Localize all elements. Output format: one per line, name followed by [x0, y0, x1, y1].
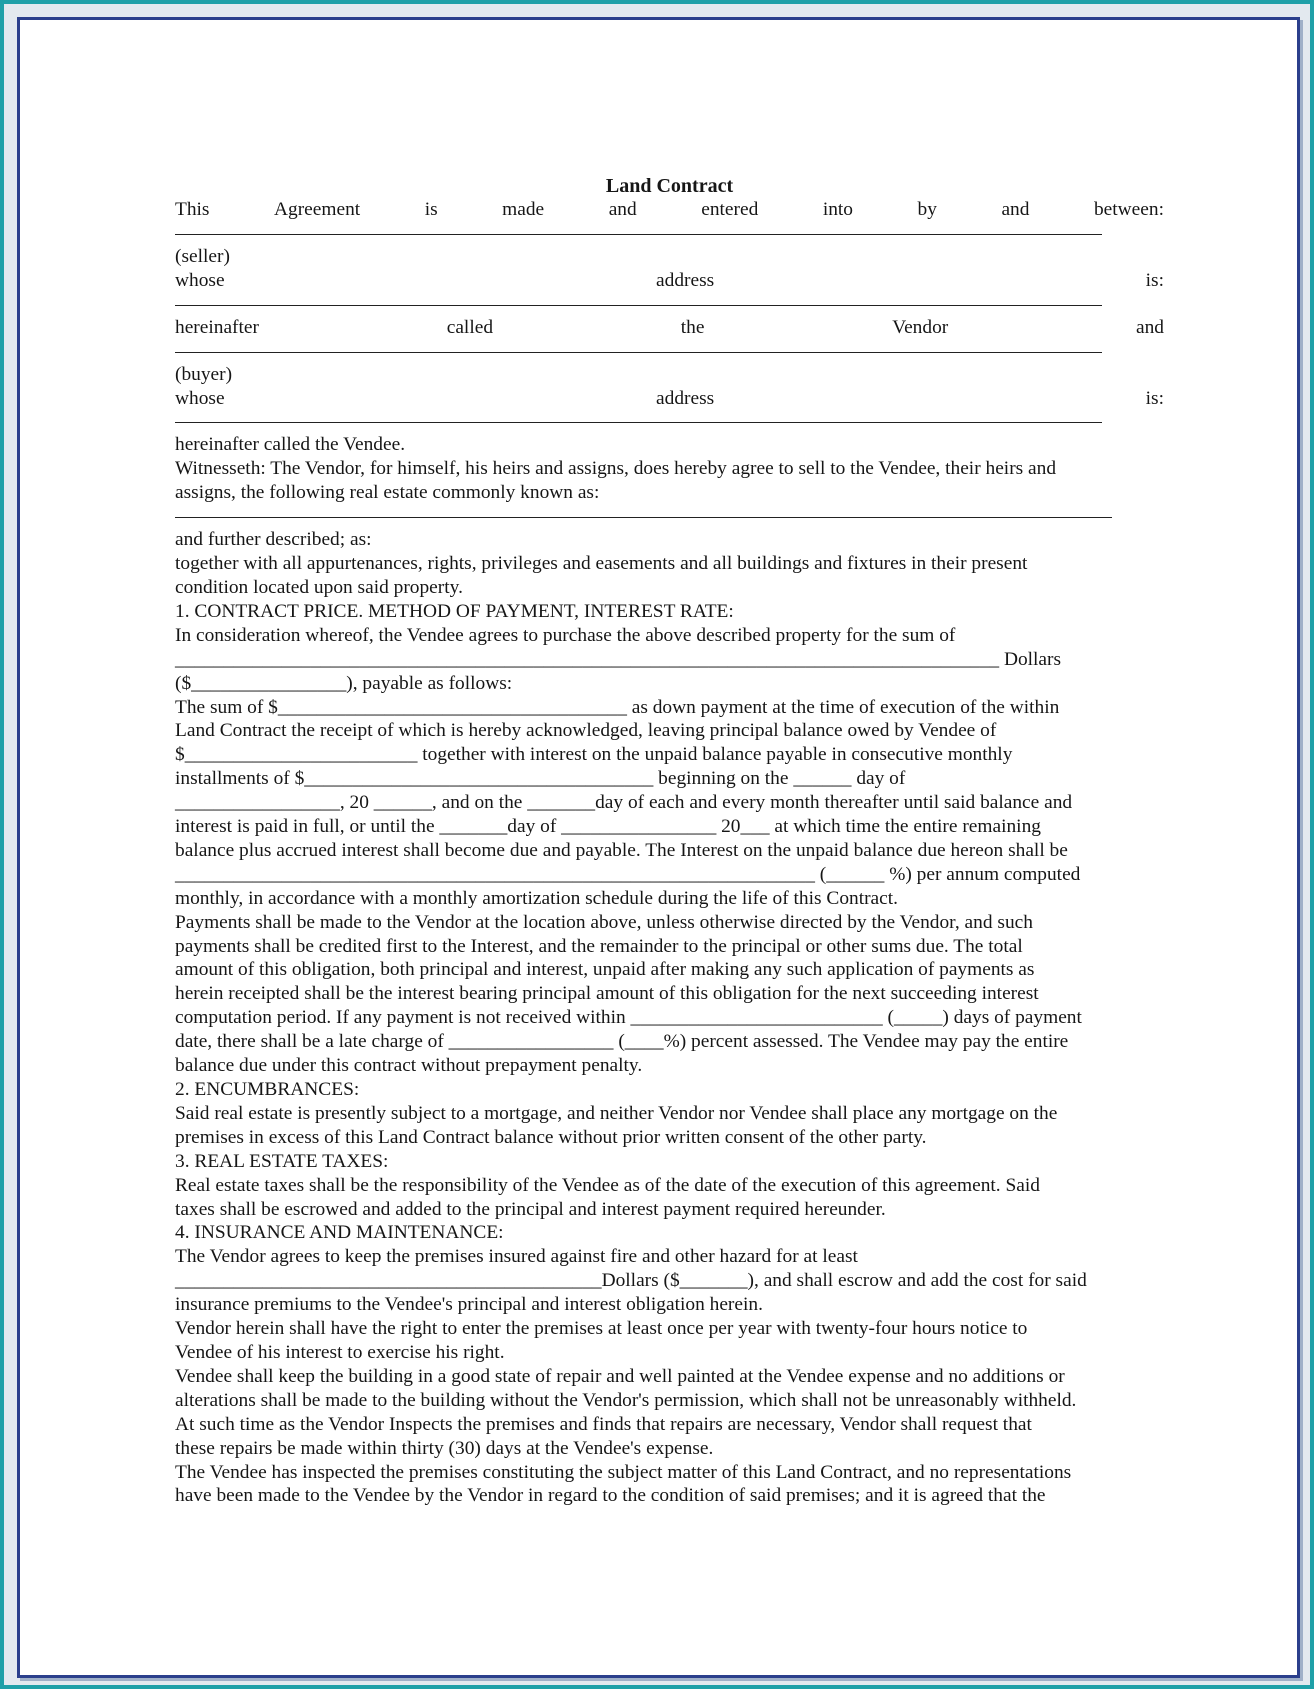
contract-text: [175, 457, 1164, 1508]
buyer-address-line: [175, 387, 1164, 411]
word: address: [656, 387, 715, 409]
word: entered: [701, 199, 759, 220]
text-line: $________________________ together with interest on the unpaid balance payable in consecutive monthly: [175, 744, 1013, 766]
text-line: _________________, 20 ______, and on the _______day of each and every month thereafter until said balance and: [175, 792, 1073, 814]
text-line: date, there shall be a late charge of _________________ (____%) percent assessed. The Vendee may pay the entire: [175, 1031, 1069, 1053]
vendor-line: [175, 316, 1164, 340]
text-line: these repairs be made within thirty (30) days at the Vendee's expense.: [175, 1437, 714, 1459]
word: between:: [1093, 199, 1164, 220]
text-line: In consideration whereof, the Vendee agrees to purchase the above described property for the sum of: [175, 624, 956, 646]
text-line: together with all appurtenances, rights, privileges and easements and all buildings and fixtures in their present: [175, 553, 1028, 575]
text-line: 1. CONTRACT PRICE. METHOD OF PAYMENT, INTEREST RATE:: [175, 600, 734, 622]
document-body: [175, 174, 1164, 1508]
text-line: Real estate taxes shall be the responsibility of the Vendee as of the date of the execution of this agreement. Said: [175, 1174, 1040, 1196]
vendee-line: hereinafter called the Vendee.: [175, 434, 406, 456]
seller-address-blank: [175, 293, 1102, 306]
text-line: Vendor herein shall have the right to enter the premises at least once per year with twenty-four hours notice to: [175, 1318, 1028, 1340]
text-line: premises in excess of this Land Contract balance without prior written consent of the other party.: [175, 1126, 927, 1148]
intro-line: [175, 198, 1164, 222]
buyer-name-blank: [175, 340, 1102, 353]
text-line: computation period. If any payment is not received within __________________________ (_____) days of payment: [175, 1007, 1082, 1029]
word: This: [175, 199, 210, 220]
text-line: herein receipted shall be the interest bearing principal amount of this obligation for the next succeeding interest: [175, 983, 1039, 1005]
buyer-label: (buyer): [175, 363, 233, 385]
text-line: Vendee of his interest to exercise his right.: [175, 1341, 505, 1363]
text-line: The Vendee has inspected the premises constituting the subject matter of this Land Contract, and no representations: [175, 1461, 1072, 1483]
text-line: Land Contract the receipt of which is hereby acknowledged, leaving principal balance owed by Vendee of: [175, 720, 997, 742]
word: address: [656, 269, 715, 291]
text-line: assigns, the following real estate commonly known as:: [175, 482, 600, 504]
text-line: balance due under this contract without prepayment penalty.: [175, 1055, 643, 1077]
text-line: have been made to the Vendee by the Vendor in regard to the condition of said premises; and it is agreed that the: [175, 1485, 1046, 1507]
text-line: payments shall be credited first to the Interest, and the remainder to the principal or other sums due. The total: [175, 935, 1023, 957]
word: by: [917, 199, 937, 220]
text-line: balance plus accrued interest shall become due and payable. The Interest on the unpaid balance due hereon shall be: [175, 839, 1068, 861]
document-page: [17, 17, 1300, 1678]
document-title: Land Contract: [605, 175, 734, 197]
word: hereinafter: [175, 316, 259, 338]
word: Vendor: [892, 316, 949, 338]
word: made: [502, 199, 545, 220]
text-line: The Vendor agrees to keep the premises insured against fire and other hazard for at least: [175, 1246, 858, 1268]
word: and: [1135, 316, 1164, 338]
word: into: [822, 199, 853, 220]
text-line: Said real estate is presently subject to a mortgage, and neither Vendor nor Vendee shall place any mortgage on the: [175, 1102, 1058, 1124]
property-address-blank: [175, 505, 1112, 518]
text-line: installments of $____________________________________ beginning on the ______ day of: [175, 768, 906, 790]
text-line: Vendee shall keep the building in a good state of repair and well painted at the Vendee expense and no additions or: [175, 1365, 1065, 1387]
text-line: 3. REAL ESTATE TAXES:: [175, 1150, 389, 1172]
seller-address-line: [175, 269, 1164, 293]
word: whose: [175, 269, 225, 291]
word: and: [608, 199, 637, 220]
text-line: ($________________), payable as follows:: [175, 672, 513, 694]
seller-label: (seller): [175, 245, 230, 267]
text-line: taxes shall be escrowed and added to the principal and interest payment required hereunder.: [175, 1198, 886, 1220]
text-line: ____________________________________________Dollars ($_______), and shall escrow and add the cost for said: [175, 1270, 1087, 1292]
text-line: 2. ENCUMBRANCES:: [175, 1079, 360, 1100]
word: the: [680, 316, 705, 338]
text-line: condition located upon said property.: [175, 576, 463, 598]
word: called: [446, 316, 494, 338]
buyer-address-blank: [175, 410, 1102, 423]
text-line: and further described; as:: [175, 529, 372, 551]
text-line: At such time as the Vendor Inspects the premises and finds that repairs are necessary, Vendor shall request that: [175, 1413, 1032, 1435]
word: is:: [1145, 269, 1164, 291]
text-line: __________________________________________________________________ (______ %) per annum computed: [175, 863, 1081, 885]
word: is:: [1145, 387, 1164, 409]
text-line: alterations shall be made to the building without the Vendor's permission, which shall not be unreasonably withheld.: [175, 1389, 1077, 1411]
text-line: monthly, in accordance with a monthly amortization schedule during the life of this Contract.: [175, 887, 899, 909]
text-line: amount of this obligation, both principal and interest, unpaid after making any such application of payments as: [175, 959, 1035, 981]
text-line: interest is paid in full, or until the _______day of ________________ 20___ at which time the entire remaining: [175, 816, 1041, 838]
text-line: Payments shall be made to the Vendor at the location above, unless otherwise directed by the Vendor, and such: [175, 911, 1033, 933]
text-line: 4. INSURANCE AND MAINTENANCE:: [175, 1222, 504, 1244]
word: is: [424, 199, 438, 220]
word: whose: [175, 387, 225, 409]
text-line: _____________________________________________________________________________________ Dollars: [175, 648, 1062, 670]
word: and: [1001, 199, 1030, 220]
word: Agreement: [274, 199, 361, 220]
text-line: insurance premiums to the Vendee's principal and interest obligation herein.: [175, 1294, 763, 1316]
text-line: The sum of $____________________________________ as down payment at the time of execution of the within: [175, 696, 1060, 718]
text-line: Witnesseth: The Vendor, for himself, his heirs and assigns, does hereby agree to sell to the Vendee, their heirs and: [175, 458, 1057, 480]
seller-name-blank: [175, 222, 1102, 235]
